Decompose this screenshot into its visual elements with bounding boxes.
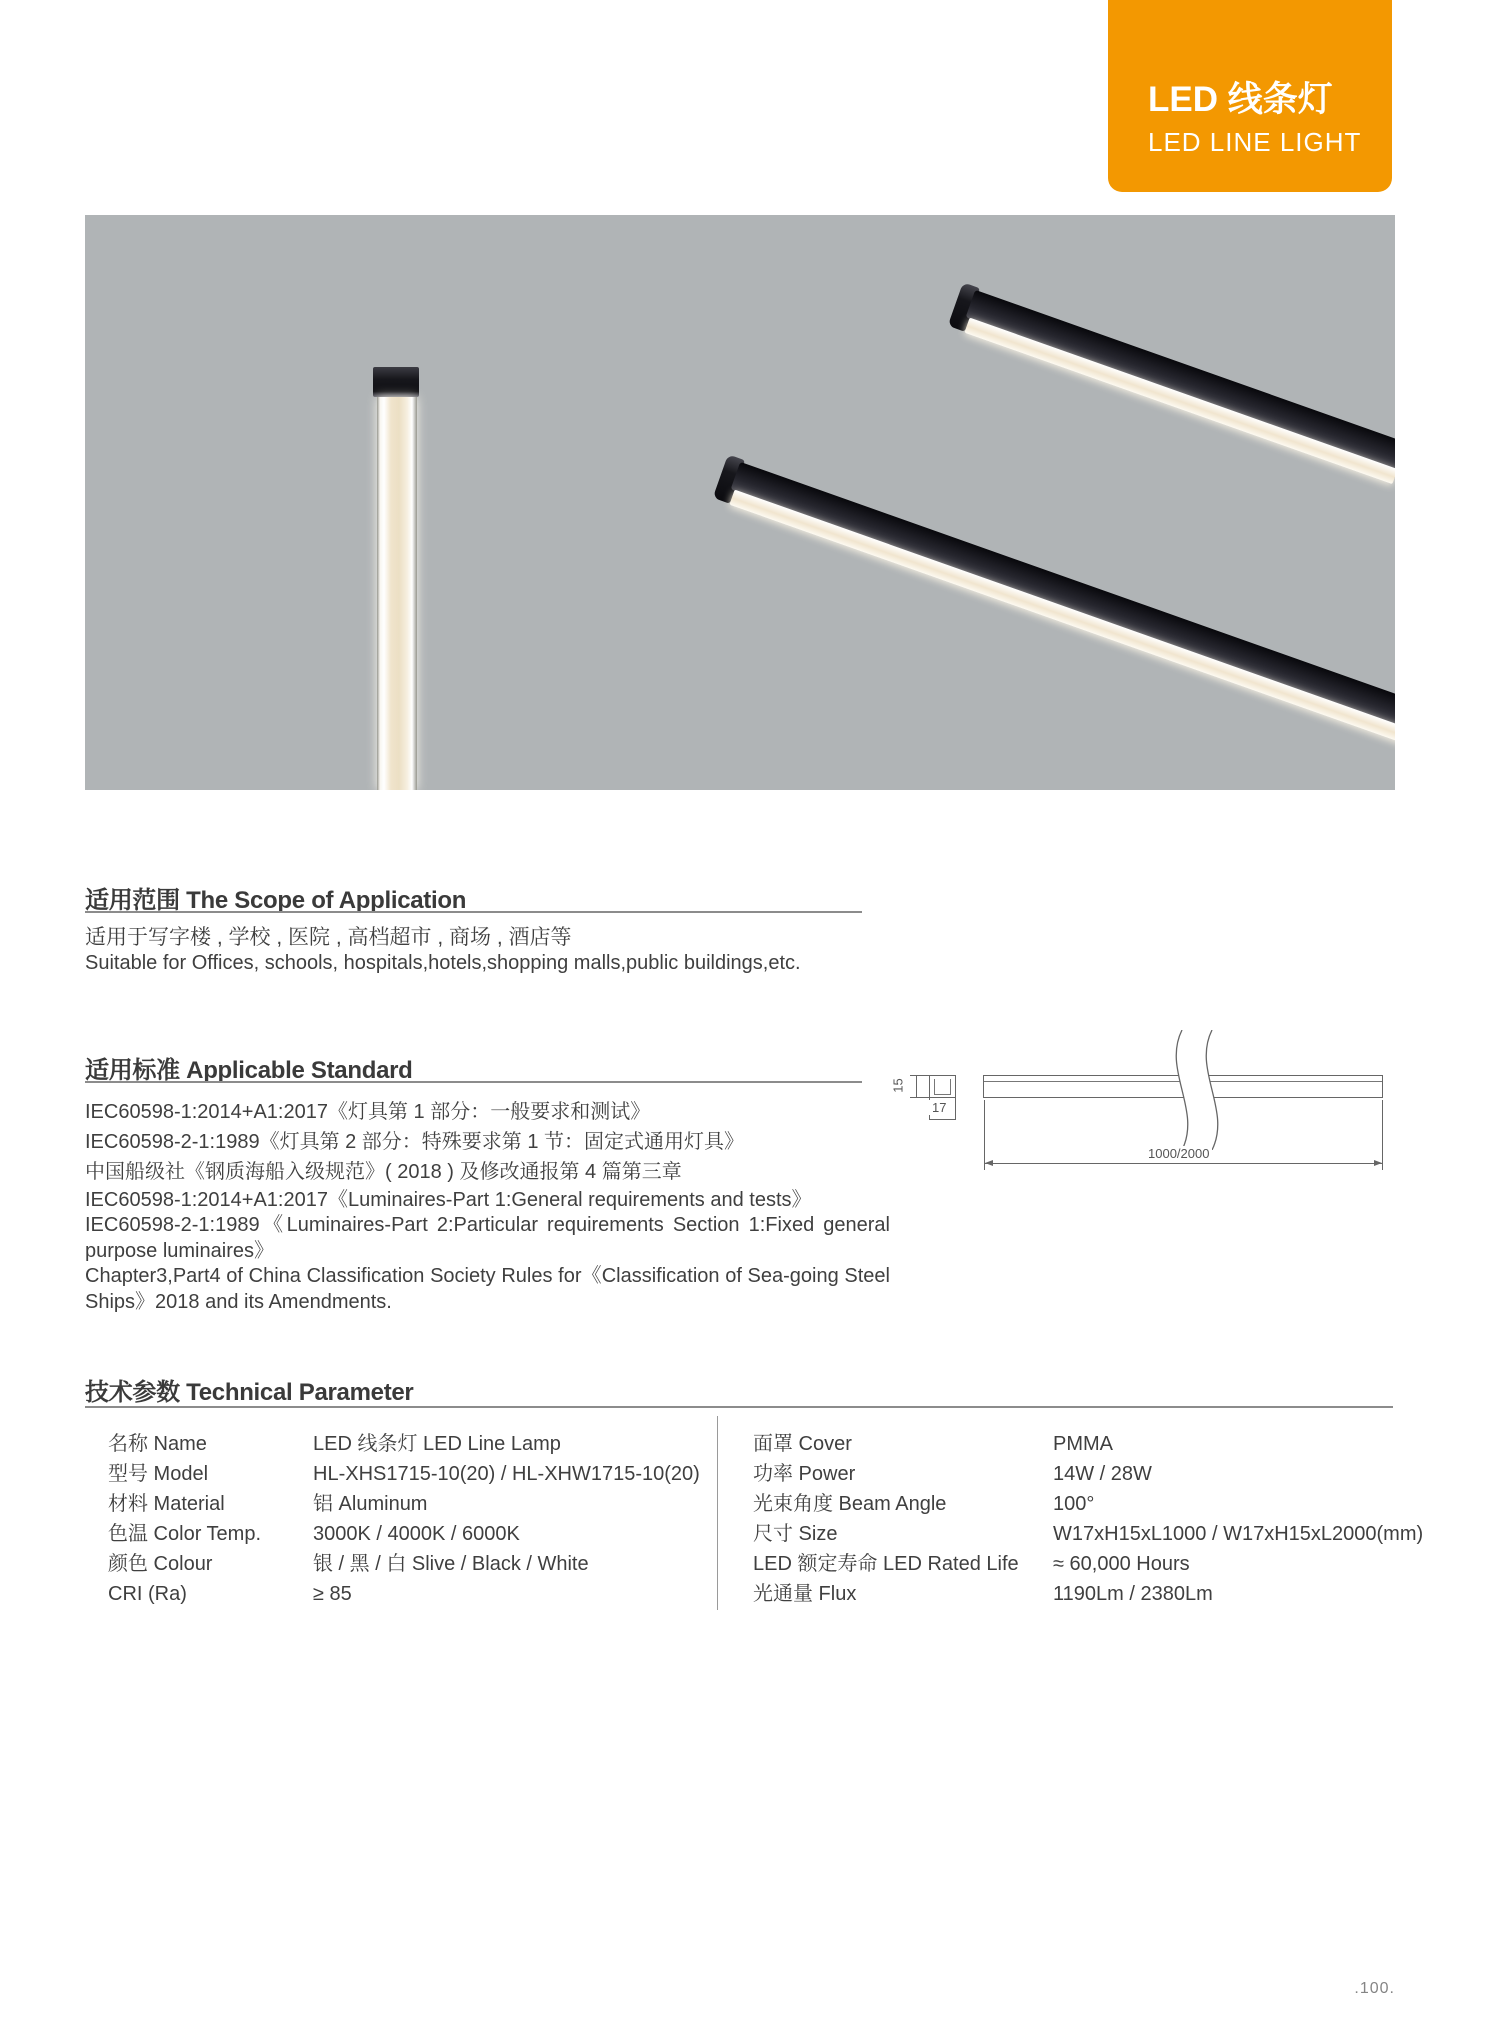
dim-height-label: 15 xyxy=(891,1075,906,1095)
param-value: 100° xyxy=(1053,1493,1095,1515)
dim-length-label: 1000/2000 xyxy=(1145,1146,1212,1161)
standard-line: IEC60598-2-1:1989《Luminaires-Part 2:Particular requirements Section 1:Fixed general purpose luminaires》 xyxy=(85,1214,890,1262)
scope-text-cn: 适用于写字楼 , 学校 , 医院 , 高档超市 , 商场 , 酒店等 xyxy=(85,926,572,949)
vertical-lamp-endcap xyxy=(373,367,419,397)
param-label: 名称 Name xyxy=(108,1433,207,1455)
product-photo xyxy=(85,215,1395,790)
param-value: PMMA xyxy=(1053,1433,1113,1455)
vertical-lamp-light-strip xyxy=(377,397,417,790)
param-label: 光通量 Flux xyxy=(753,1583,857,1605)
param-label: 型号 Model xyxy=(108,1463,209,1485)
badge-title-cn: LED 线条灯 xyxy=(1148,80,1333,119)
param-label: 面罩 Cover xyxy=(753,1433,852,1455)
standard-line: IEC60598-2-1:1989《灯具第 2 部分：特殊要求第 1 节：固定式通用灯具》 xyxy=(85,1131,745,1153)
product-category-badge xyxy=(1108,0,1392,192)
parameter-heading-rule xyxy=(85,1406,1393,1408)
dim-line-width xyxy=(929,1119,956,1120)
param-value: 14W / 28W xyxy=(1053,1463,1152,1485)
page-number: .100. xyxy=(1354,1980,1395,1997)
standard-heading-rule xyxy=(85,1081,862,1083)
param-label: LED 额定寿命 LED Rated Life xyxy=(753,1553,1019,1575)
dim-ext-line xyxy=(1382,1100,1383,1170)
param-value: HL-XHS1715-10(20) / HL-XHW1715-10(20) xyxy=(313,1463,700,1485)
param-value: ≈ 60,000 Hours xyxy=(1053,1553,1190,1575)
param-value: 1190Lm / 2380Lm xyxy=(1053,1583,1213,1605)
dim-arrow-right xyxy=(1374,1160,1382,1166)
scope-text-en: Suitable for Offices, schools, hospitals,hotels,shopping malls,public buildings,etc. xyxy=(85,952,801,974)
standard-line: 中国船级社《钢质海船入级规范》( 2018 ) 及修改通报第 4 篇第三章 xyxy=(85,1161,682,1183)
dim-width-label: 17 xyxy=(929,1100,949,1115)
dim-ext-line xyxy=(910,1097,929,1098)
dim-line-length xyxy=(984,1163,1383,1164)
param-label: 色温 Color Temp. xyxy=(108,1523,262,1545)
param-value: 银 / 黑 / 白 Slive / Black / White xyxy=(313,1553,589,1575)
standard-line: IEC60598-1:2014+A1:2017《Luminaires-Part 1:General requirements and tests》 xyxy=(85,1189,812,1211)
cross-section-channel xyxy=(934,1079,951,1095)
parameter-table-divider xyxy=(717,1416,718,1610)
dim-arrow-left xyxy=(985,1160,993,1166)
diagonal-lamp-lower xyxy=(714,455,1395,744)
param-label: 颜色 Colour xyxy=(108,1553,213,1575)
dim-ext-line xyxy=(955,1098,956,1120)
param-value: 铝 Aluminum xyxy=(313,1493,428,1515)
dim-ext-line xyxy=(910,1075,929,1076)
param-label: 功率 Power xyxy=(753,1463,856,1485)
standard-section-heading: 适用标准 Applicable Standard xyxy=(85,1057,413,1084)
param-value: LED 线条灯 LED Line Lamp xyxy=(313,1433,561,1455)
param-label: 光束角度 Beam Angle xyxy=(753,1493,947,1515)
scope-section-heading: 适用范围 The Scope of Application xyxy=(85,887,467,914)
standard-line: IEC60598-1:2014+A1:2017《灯具第 1 部分：一般要求和测试》 xyxy=(85,1101,651,1123)
param-label: 尺寸 Size xyxy=(753,1523,838,1545)
parameter-section-heading: 技术参数 Technical Parameter xyxy=(85,1379,414,1406)
lamp-light-strip xyxy=(964,318,1395,485)
lamp-housing xyxy=(966,290,1395,470)
param-value: W17xH15xL1000 / W17xH15xL2000(mm) xyxy=(1053,1523,1424,1545)
standard-lines-en xyxy=(85,1188,890,1315)
param-label: 材料 Material xyxy=(108,1493,225,1515)
param-label: CRI (Ra) xyxy=(108,1583,187,1605)
break-symbol xyxy=(1160,1030,1230,1150)
standard-line: Chapter3,Part4 of China Classification Society Rules for《Classification of Sea-going Steel Ships》2018 and its Amendments. xyxy=(85,1265,890,1313)
scope-heading-rule xyxy=(85,911,862,913)
param-value: ≥ 85 xyxy=(313,1583,352,1605)
cross-section-outline xyxy=(929,1075,956,1098)
badge-title-en: LED LINE LIGHT xyxy=(1148,127,1362,157)
diagonal-lamp-upper xyxy=(949,283,1395,485)
lamp-light-strip xyxy=(729,490,1395,743)
param-value: 3000K / 4000K / 6000K xyxy=(313,1523,520,1545)
dim-line-height xyxy=(916,1075,917,1098)
